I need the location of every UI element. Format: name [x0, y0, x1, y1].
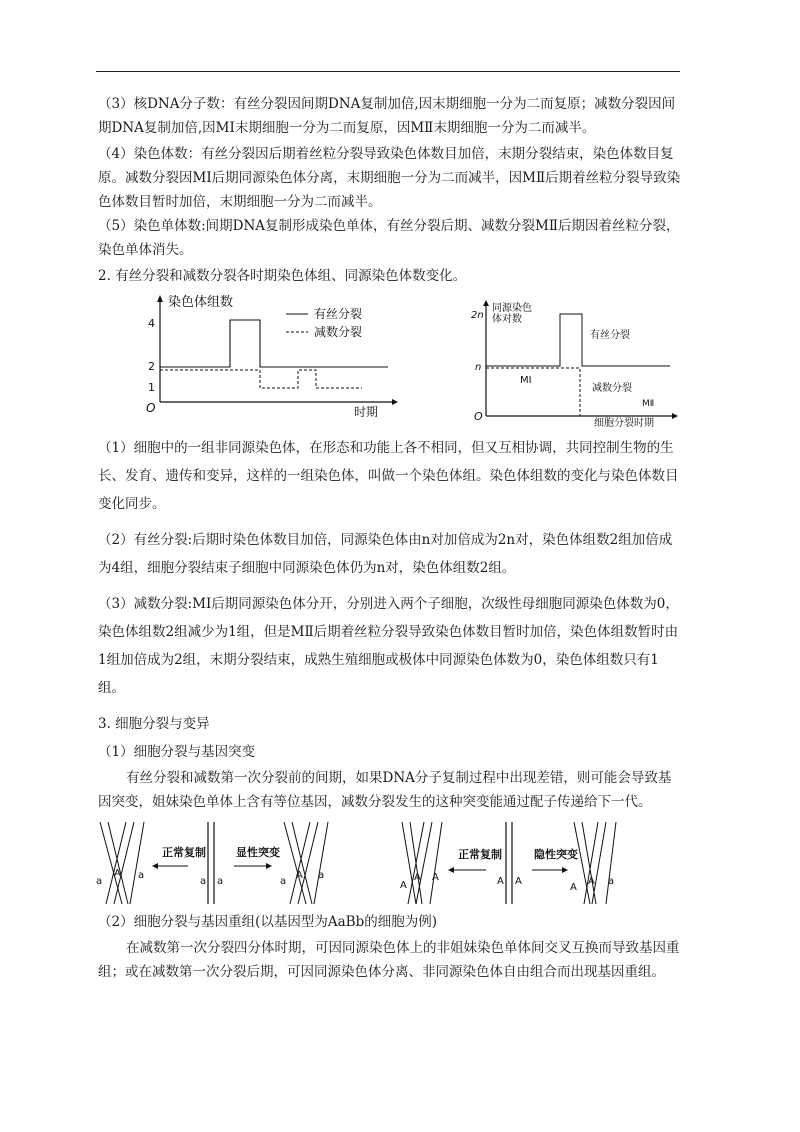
paragraph-mitosis-change: （2）有丝分裂:后期时染色体数目加倍，同源染色体由n对加倍成为2n对，染色体组数2组加倍成为4组，细胞分裂结束子细胞中同源染色体仍为n对，染色体组数2组。 [98, 532, 673, 576]
y-tick-2n: 2n [471, 310, 484, 321]
gene-a-right-1: A [432, 872, 439, 883]
paragraph-dna-count: （3）核DNA分子数：有丝分裂因间期DNA复制加倍,因末期细胞一分为二而复原；减数分裂因间期DNA复制加倍,因MⅠ末期细胞一分为二而复原，因MⅡ末期细胞一分为二而减半。 [98, 96, 676, 136]
y-tick-2: 2 [148, 360, 155, 373]
section-heading-2: 2. 有丝分裂和减数分裂各时期染色体组、同源染色体数变化。 [98, 268, 467, 284]
gene-A-left-2: A [296, 870, 303, 881]
single-chromosome-left [208, 822, 214, 904]
gene-A-right-4: A [588, 876, 595, 887]
subheading-recombination: （2）细胞分裂与基因重组(以基因型为AaBb的细胞为例) [98, 914, 437, 930]
gene-A-right-2: A [414, 872, 421, 883]
y-tick-n: n [475, 362, 482, 373]
x-axis-arrow [392, 399, 398, 405]
chromatid-group-right-2 [574, 822, 616, 904]
label-normal-replication-left: 正常复制 [162, 846, 206, 859]
mutation-figure [96, 818, 680, 908]
gene-A-right-3: A [570, 882, 577, 893]
gene-a-center: a [200, 876, 207, 887]
chromatid-group-left [100, 822, 144, 904]
paragraph-chromosome-set-def: （1）细胞中的一组非同源染色体，在形态和功能上各不相同，但又互相协调，共同控制生物的生长、发育、遗传和变异，这样的一组染色体，叫做一个染色体组。染色体组数的变化与染色体数目变化同步。 [98, 440, 679, 512]
gene-A-right-1: A [400, 880, 407, 891]
y-axis-label-line2: 体对数 [492, 314, 522, 325]
header-rule [96, 71, 680, 72]
arrow-head-dominant [266, 863, 272, 869]
gene-a-left-4: a [318, 870, 325, 881]
gene-A-left: A [114, 868, 121, 879]
paragraph-chromatid-count: （5）染色单体数:间期DNA复制形成染色单体，有丝分裂后期、减数分裂MⅡ后期因着丝粒分裂，染色单体消失。 [98, 218, 680, 258]
m2-label: MⅡ [642, 399, 655, 409]
y-axis-label-line1: 同源染色 [492, 303, 532, 314]
gene-a-left-3: a [280, 876, 287, 887]
legend-mitosis-label: 有丝分裂 [314, 307, 363, 321]
legend-meiosis-label: 减数分裂 [314, 325, 363, 339]
single-chromosome-right [506, 822, 512, 904]
y-tick-4: 4 [148, 317, 155, 330]
subheading-mutation: （1）细胞分裂与基因突变 [98, 744, 256, 760]
mitosis-label: 有丝分裂 [590, 330, 630, 341]
chromatid-group-right [402, 822, 442, 904]
paragraph-chromosome-count: （4）染色体数：有丝分裂因后期着丝粒分裂导致染色体数目加倍，末期分裂结束，染色体数目复原。减数分裂因MⅠ后期同源染色体分离，末期细胞一分为二而减半，因MⅡ后期着丝粒分裂导致染色体数目暂时加倍，末期细胞一分为二而减半。 [98, 146, 681, 210]
arrow-head-right-1 [448, 867, 454, 873]
paragraph-mutation: 有丝分裂和减数第一次分裂前的间期，如果DNA分子复制过程中出现差错，则可能会导致基因突变，姐妹染色单体上含有等位基因，减数分裂发生的这种突变能通过配子传递给下一代。 [98, 770, 672, 810]
label-dominant-mutation: 显性突变 [236, 846, 280, 859]
section-heading-3: 3. 细胞分裂与变异 [98, 716, 210, 732]
gene-a-left-1: a [96, 876, 103, 887]
x-axis-label: 细胞分裂时期 [594, 418, 654, 429]
gene-A-center: A [497, 876, 504, 887]
paragraph-recombination: 在减数第一次分裂四分体时期，可因同源染色体上的非姐妹染色单体间交叉互换而导致基因重组；或在减数第一次分裂后期，可因同源染色体分离、非同源染色体自由组合而出现基因重组。 [98, 940, 680, 980]
y-axis-arrow [483, 300, 489, 306]
y-axis-arrow [157, 295, 163, 302]
arrow-head-left-1 [152, 863, 158, 869]
origin-label: O [474, 410, 483, 423]
meiosis-line [160, 370, 362, 388]
chromatid-group-left-2 [284, 822, 328, 904]
y-tick-1: 1 [148, 381, 155, 394]
gene-a-center-2: a [217, 876, 224, 887]
y-axis-label: 染色体组数 [168, 295, 234, 310]
m1-label: MⅠ [520, 375, 532, 386]
meiosis-line [486, 368, 580, 416]
homologous-pairs-chart [470, 298, 685, 428]
paragraph-meiosis-change: （3）减数分裂:MⅠ后期同源染色体分开，分别进入两个子细胞，次级性母细胞同源染色体数为0，染色体组数2组减少为1组，但是MⅡ后期着丝粒分裂导致染色体数目暂时加倍，染色体组数暂时由1组加倍成为2组，末期分裂结束，成熟生殖细胞或极体中同源染色体数为0，染色体组数只有1组。 [98, 596, 679, 696]
gene-A-center-2: A [515, 876, 522, 887]
label-normal-replication-right: 正常复制 [458, 848, 502, 861]
gene-a-right-2: a [608, 876, 615, 887]
arrow-head-recessive [562, 867, 568, 873]
gene-a-left-2: a [138, 870, 145, 881]
label-recessive-mutation: 隐性突变 [534, 848, 578, 861]
origin-label: O [146, 401, 156, 415]
x-axis-label: 时期 [354, 405, 379, 419]
meiosis-label: 减数分裂 [592, 383, 632, 394]
chromosome-set-chart [140, 292, 400, 422]
x-axis-arrow [672, 413, 678, 419]
